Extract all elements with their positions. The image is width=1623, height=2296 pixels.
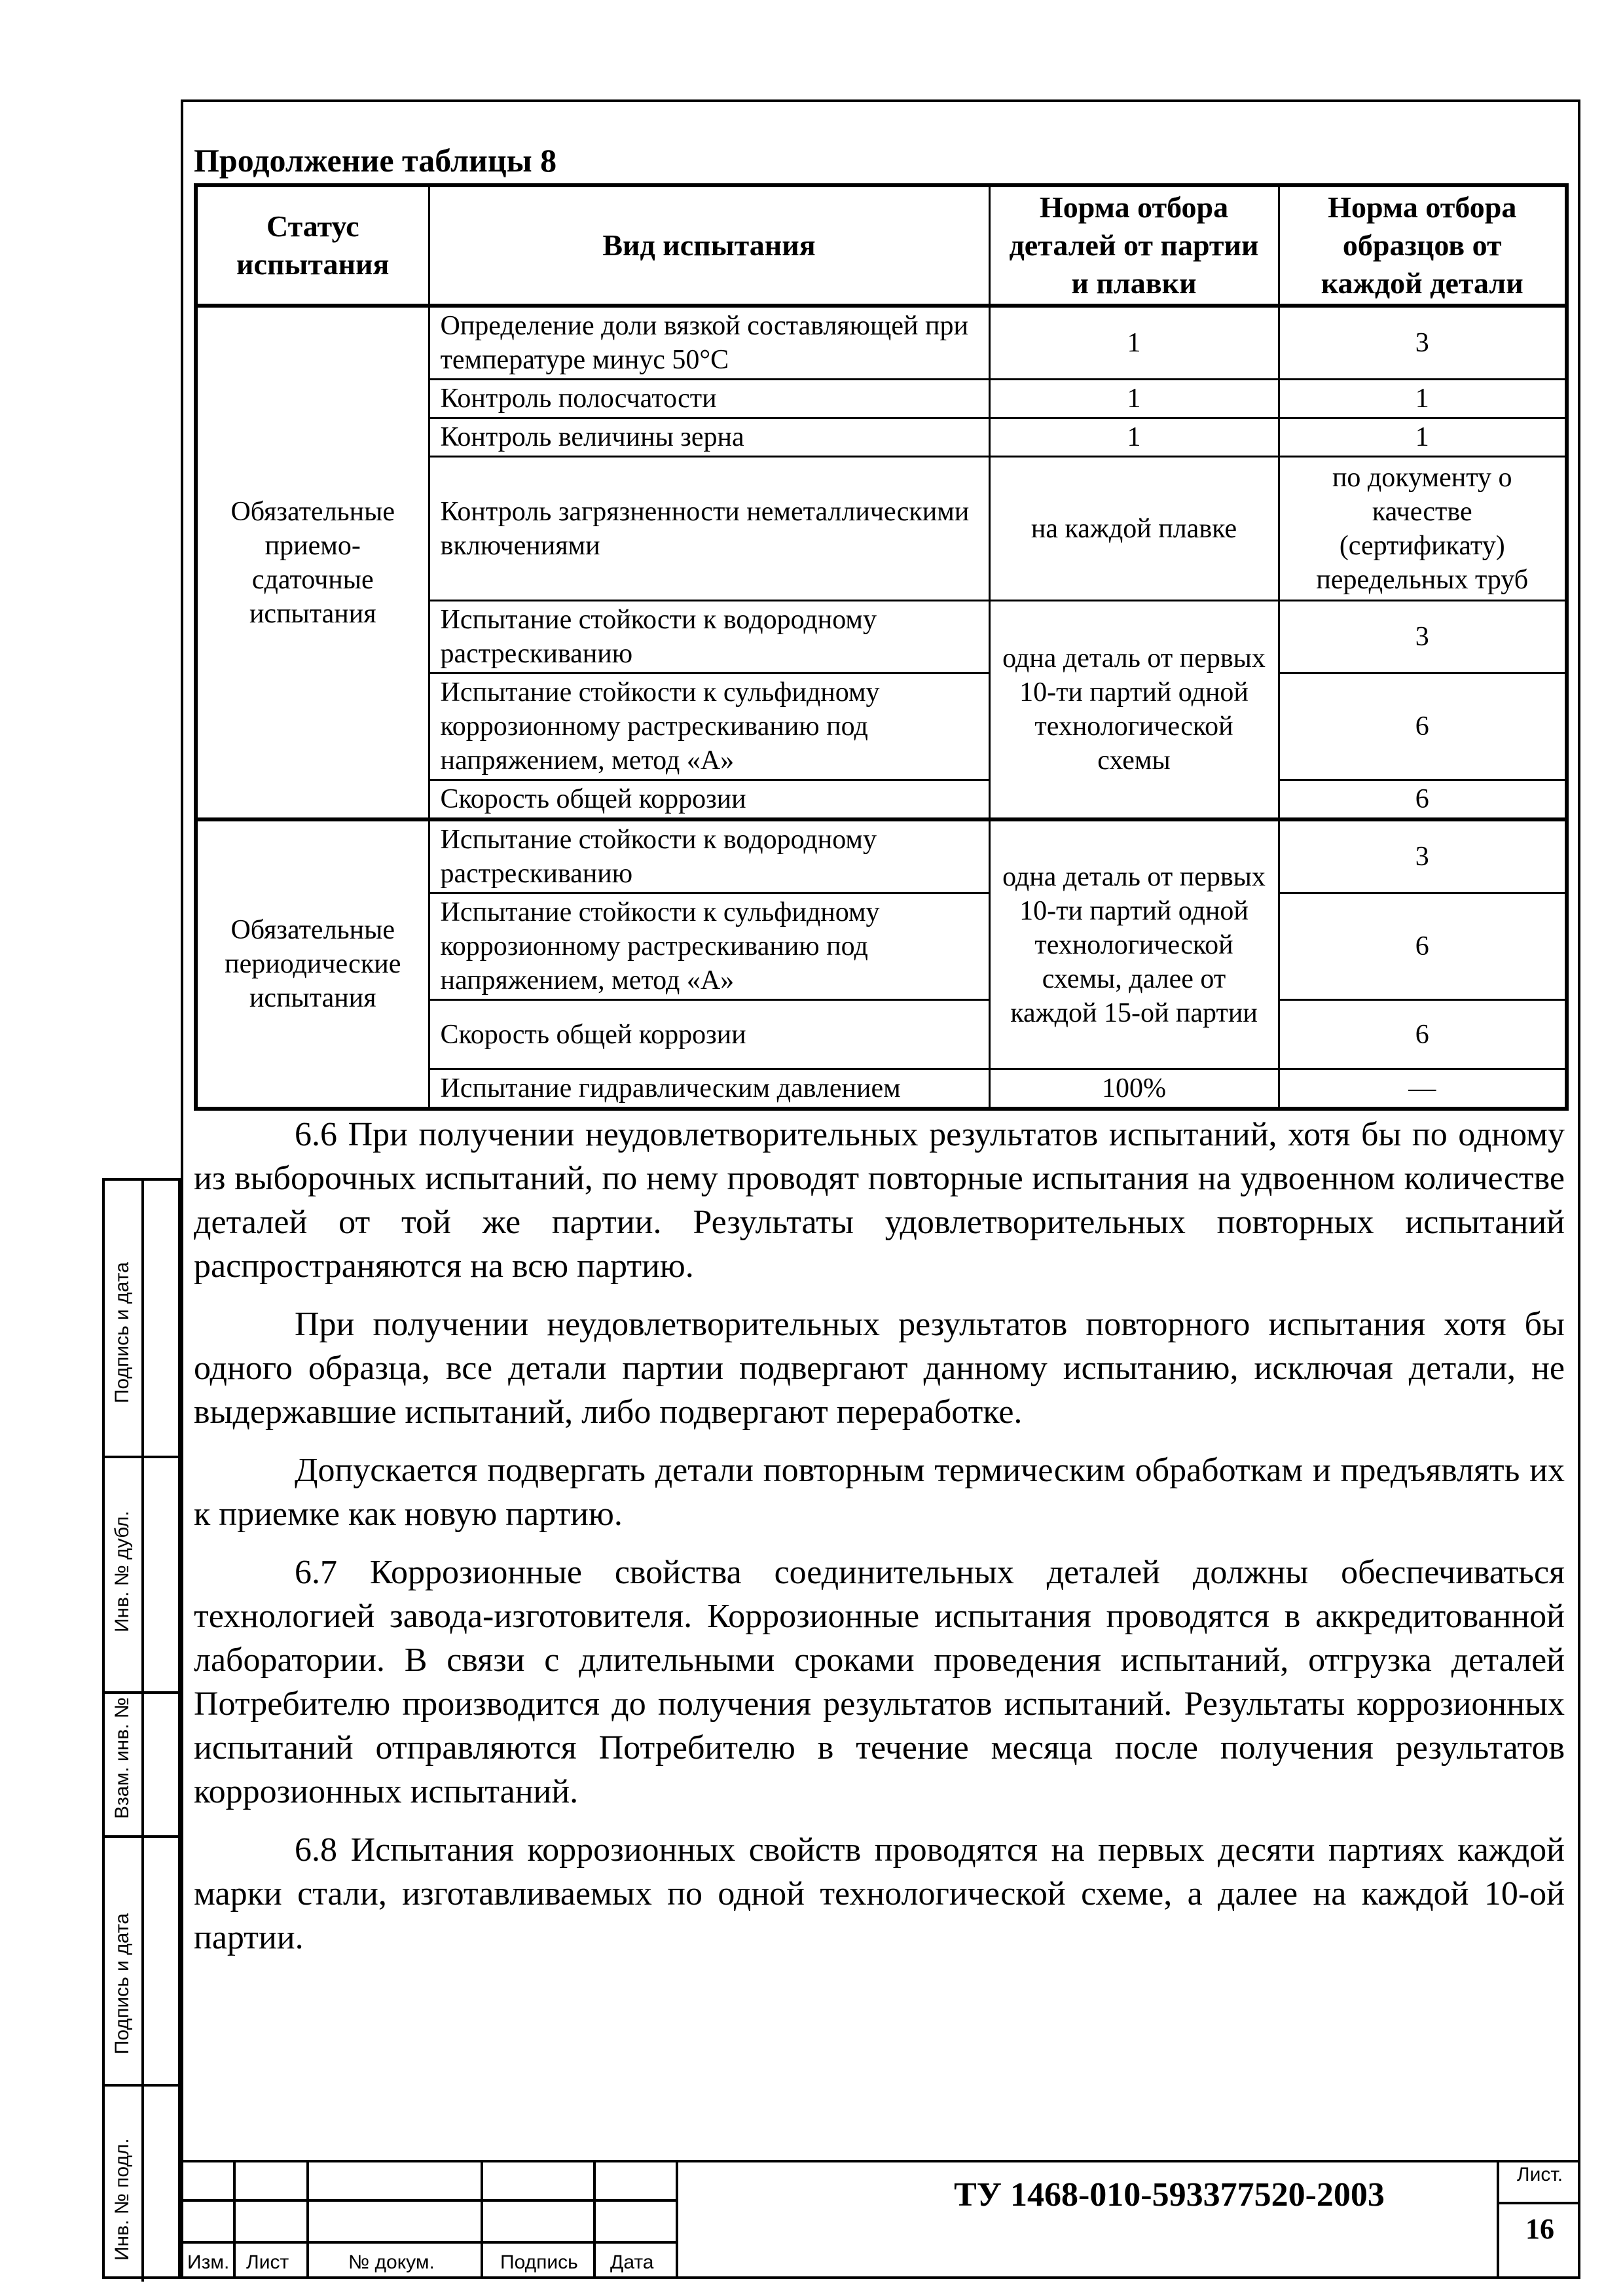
parts-cell: 100% bbox=[989, 1069, 1279, 1109]
parts-cell: 1 bbox=[989, 306, 1279, 380]
stamp-label-signature: Подпись bbox=[500, 2251, 578, 2273]
table-caption: Продолжение таблицы 8 bbox=[194, 142, 557, 179]
paragraph-6-8: 6.8 Испытания коррозионных свойств проводятся на первых десяти партиях каждой марки стали, изготавливаемых по одной технологической схеме, а далее на каждой 10-ой партии. bbox=[194, 1831, 1565, 1956]
parts-cell: 1 bbox=[989, 380, 1279, 418]
parts-cell: на каждой плавке bbox=[989, 457, 1279, 601]
test-cell: Испытание стойкости к водородному растрескиванию bbox=[429, 601, 989, 673]
paragraph-reheat: Допускается подвергать детали повторным термическим обработкам и предъявлять их к приемке как новую партию. bbox=[194, 1452, 1565, 1533]
test-cell: Испытание гидравлическим давлением bbox=[429, 1069, 989, 1109]
test-table bbox=[194, 183, 1569, 1111]
samples-cell: 3 bbox=[1279, 819, 1567, 893]
samples-cell: 6 bbox=[1279, 673, 1567, 780]
header-test: Вид испытания bbox=[429, 185, 989, 306]
table-row bbox=[196, 819, 1567, 893]
parts-merged-cell: одна деталь от первых 10-ти партий одной технологической схемы bbox=[989, 601, 1279, 820]
sheet-number: 16 bbox=[1525, 2213, 1554, 2245]
body-text bbox=[194, 1113, 1565, 1974]
status-periodic: Обязательные периодические испытания bbox=[196, 819, 429, 1109]
samples-cell: — bbox=[1279, 1069, 1567, 1109]
test-cell: Скорость общей коррозии bbox=[429, 1000, 989, 1069]
stamp-label-sheet: Лист bbox=[246, 2251, 289, 2273]
side-label-orig-inv: Инв. № подл. bbox=[111, 2138, 133, 2261]
header-status: Статус испытания bbox=[196, 185, 429, 306]
header-parts: Норма отбора деталей от партии и плавки bbox=[989, 185, 1279, 306]
test-cell: Контроль величины зерна bbox=[429, 418, 989, 457]
samples-cell: 6 bbox=[1279, 893, 1567, 1000]
samples-cell: 3 bbox=[1279, 306, 1567, 380]
test-cell: Контроль полосчатости bbox=[429, 380, 989, 418]
samples-cell: 1 bbox=[1279, 418, 1567, 457]
table-header-row bbox=[196, 185, 1567, 306]
paragraph-6-6: 6.6 При получении неудовлетворительных результатов испытаний, хотя бы по одному из выборочных испытаний, по нему проводят повторные испытания на удвоенном количестве деталей от той же партии. Результаты удовлетворительных повторных испытаний распространяются на всю партию. bbox=[194, 1116, 1565, 1285]
parts-merged-cell: одна деталь от первых 10-ти партий одной технологической схемы, далее от каждой 15-ой партии bbox=[989, 819, 1279, 1069]
test-cell: Скорость общей коррозии bbox=[429, 780, 989, 820]
title-block bbox=[181, 2160, 1580, 2279]
test-cell: Определение доли вязкой составляющей при температуре минус 50°С bbox=[429, 306, 989, 380]
table-row bbox=[196, 306, 1567, 380]
sheet-label: Лист. bbox=[1516, 2164, 1563, 2185]
test-cell: Испытание стойкости к водородному растрескиванию bbox=[429, 819, 989, 893]
paragraph-repeat-tests: При получении неудовлетворительных результатов повторного испытания хотя бы одного образца, все детали партии подвергают данному испытанию, исключая детали, не выдержавшие испытаний, либо подвергают переработке. bbox=[194, 1306, 1565, 1431]
status-acceptance: Обязательные приемо-сдаточные испытания bbox=[196, 306, 429, 819]
samples-cell: по документу о качестве (сертификату) передельных труб bbox=[1279, 457, 1567, 601]
samples-cell: 3 bbox=[1279, 601, 1567, 673]
side-label-replace-inv: Взам. инв. № bbox=[111, 1697, 133, 1819]
stamp-label-change: Изм. bbox=[187, 2251, 230, 2273]
side-strip bbox=[102, 1178, 181, 2279]
sheet-box bbox=[1497, 2160, 1583, 2279]
document-code: ТУ 1468-010-593377520-2003 bbox=[954, 2176, 1385, 2214]
side-label-dup-inv: Инв. № дубл. bbox=[111, 1511, 133, 1632]
parts-cell: 1 bbox=[989, 418, 1279, 457]
stamp-label-date: Дата bbox=[610, 2251, 654, 2273]
test-cell: Контроль загрязненности неметаллическими включениями bbox=[429, 457, 989, 601]
paragraph-6-7: 6.7 Коррозионные свойства соединительных деталей должны обеспечиваться технологией завода-изготовителя. Коррозионные испытания проводятся в аккредитованной лаборатории. В связи с длительными сроками проведения испытаний, отгрузка деталей Потребителю производится до получения результатов испытаний. Результаты коррозионных испытаний отправляются Потребителю в течение месяца после получения результатов коррозионных испытаний. bbox=[194, 1554, 1565, 1810]
side-label-signature-date-2: Подпись и дата bbox=[111, 1913, 133, 2054]
samples-cell: 1 bbox=[1279, 380, 1567, 418]
samples-cell: 6 bbox=[1279, 780, 1567, 820]
test-cell: Испытание стойкости к сульфидному коррозионному растрескиванию под напряжением, метод «А» bbox=[429, 893, 989, 1000]
test-cell: Испытание стойкости к сульфидному коррозионному растрескиванию под напряжением, метод «А» bbox=[429, 673, 989, 780]
stamp-label-doc-number: № докум. bbox=[348, 2251, 435, 2273]
samples-cell: 6 bbox=[1279, 1000, 1567, 1069]
side-label-signature-date: Подпись и дата bbox=[111, 1262, 133, 1403]
header-samples: Норма отбора образцов от каждой детали bbox=[1279, 185, 1567, 306]
